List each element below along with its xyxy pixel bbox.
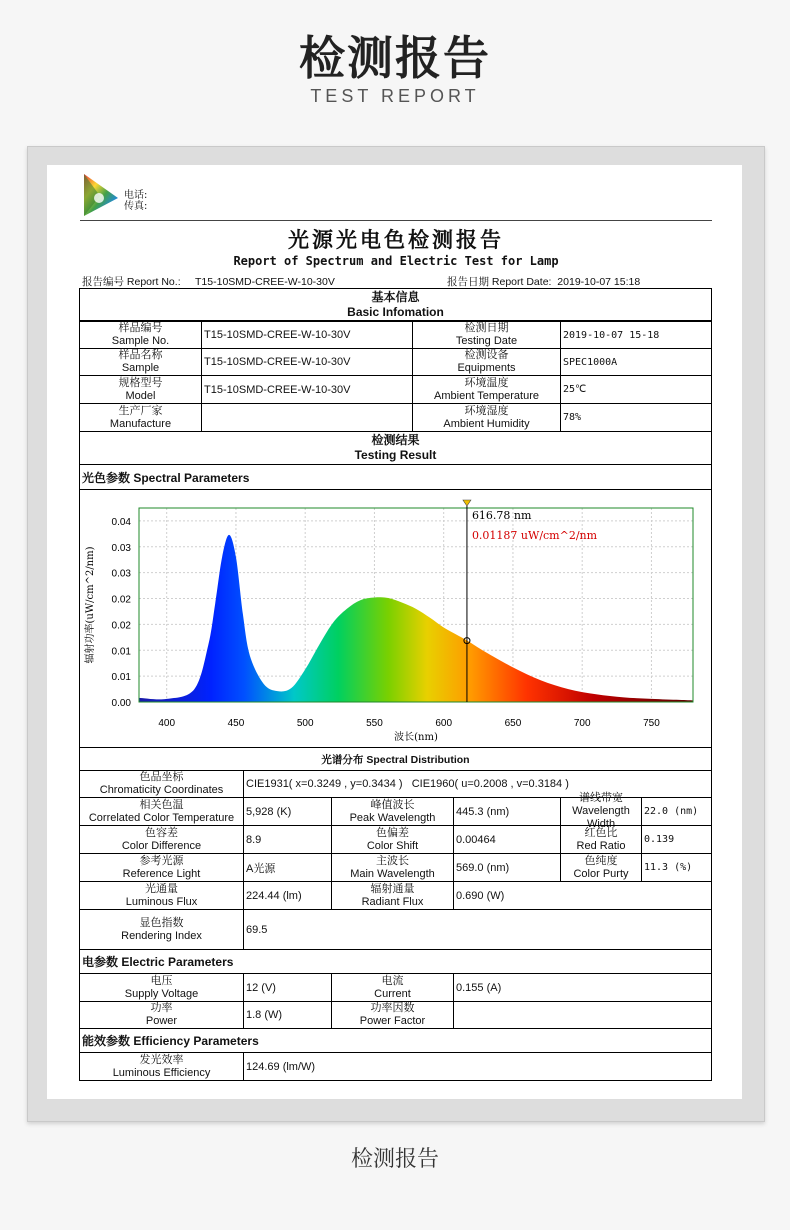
basic-label: 规格型号 Model (79, 375, 202, 404)
param-value: 22.0 (nm) (641, 797, 712, 826)
x-tick-label: 600 (435, 718, 453, 729)
current-value: 0.155 (A) (453, 973, 712, 1002)
param-value: 5,928 (K) (243, 797, 332, 826)
basic-value: 2019-10-07 15-18 (560, 321, 712, 349)
page-subtitle: TEST REPORT (310, 86, 480, 106)
cri-label: 显色指数 Rendering Index (79, 909, 244, 950)
chroma-value: CIE1931( x=0.3249 , y=0.3434 ) CIE1960( u=0.2008 , v=0.3184 ) (243, 770, 712, 798)
param-label: 参考光源 Reference Light (79, 853, 244, 882)
basic-label: 检测日期 Testing Date (412, 321, 561, 349)
power-value: 1.8 (W) (243, 1001, 332, 1029)
basic-label: 环境温度 Ambient Temperature (412, 375, 561, 404)
param-value: 0.00464 (453, 825, 561, 854)
report-title: 光源光电色检测报告 (288, 227, 504, 252)
x-tick-label: 450 (227, 718, 245, 729)
fax-label: 传真: (124, 201, 148, 212)
result-heading-en: Testing Result (354, 448, 437, 462)
x-tick-label: 700 (573, 718, 591, 729)
spectrum-area (139, 535, 693, 702)
power-label: 功率 Power (79, 1001, 244, 1029)
basic-value: 78% (560, 403, 712, 432)
y-tick-label: 0.02 (111, 594, 131, 606)
spectrum-chart (81, 491, 711, 745)
spectral-heading: 光色参数 Spectral Parameters (79, 464, 712, 490)
chroma-label: 色品坐标 Chromaticity Coordinates (79, 770, 244, 798)
efficiency-heading: 能效参数 Efficiency Parameters (79, 1028, 712, 1053)
basic-heading-cn: 基本信息 (371, 289, 420, 304)
voltage-label: 电压 Supply Voltage (79, 973, 244, 1002)
basic-info-heading (79, 288, 712, 321)
basic-label: 生产厂家 Manufacture (79, 403, 202, 432)
param-value: 0.139 (641, 825, 712, 854)
param-label: 主波长 Main Wavelength (331, 853, 454, 882)
basic-label: 样品编号 Sample No. (79, 321, 202, 349)
basic-label: 检测设备 Equipments (412, 348, 561, 376)
efficiency-value: 124.69 (lm/W) (243, 1052, 712, 1081)
radiant-label: 辐射通量 Radiant Flux (331, 881, 454, 910)
param-value: 569.0 (nm) (453, 853, 561, 882)
param-value: 8.9 (243, 825, 332, 854)
report-number (82, 274, 335, 289)
power-factor-label: 功率因数 Power Factor (331, 1001, 454, 1029)
report-number-label: 报告编号 Report No.: (82, 276, 181, 288)
basic-value: T15-10SMD-CREE-W-10-30V (201, 321, 413, 349)
param-label: 色偏差 Color Shift (331, 825, 454, 854)
param-label: 红色比 Red Ratio (560, 825, 642, 854)
y-tick-label: 0.01 (111, 672, 131, 684)
cursor-marker-icon[interactable] (463, 500, 471, 506)
x-tick-label: 500 (296, 718, 314, 729)
basic-value: 25℃ (560, 375, 712, 404)
param-label: 色纯度 Color Purty (560, 853, 642, 882)
radiant-value: 0.690 (W) (453, 881, 712, 910)
basic-heading-en: Basic Infomation (347, 304, 444, 319)
cri-value: 69.5 (243, 909, 712, 950)
basic-label: 环境湿度 Ambient Humidity (412, 403, 561, 432)
basic-value: T15-10SMD-CREE-W-10-30V (201, 348, 413, 376)
result-heading-cn: 检测结果 (371, 433, 420, 447)
y-tick-label: 0.00 (111, 698, 131, 709)
report-date-label: 报告日期 Report Date: (447, 276, 552, 288)
testing-result-heading (79, 431, 712, 465)
flux-value: 224.44 (lm) (243, 881, 332, 910)
param-label: 谱线带宽 Wavelength Width (560, 797, 642, 826)
distribution-heading: 光谱分布 Spectral Distribution (79, 747, 712, 771)
phone-label: 电话: (124, 190, 148, 201)
report-date (447, 274, 640, 289)
x-tick-label: 650 (504, 718, 522, 729)
flux-label: 光通量 Luminous Flux (79, 881, 244, 910)
param-label: 峰值波长 Peak Wavelength (331, 797, 454, 826)
power-factor-value (453, 1001, 712, 1029)
x-axis-label: 波长(nm) (394, 732, 438, 743)
cursor-wavelength-label: 616.78 nm (471, 509, 532, 522)
current-label: 电流 Current (331, 973, 454, 1002)
param-label: 色容差 Color Difference (79, 825, 244, 854)
basic-label: 样品名称 Sample (79, 348, 202, 376)
efficiency-label: 发光效率 Luminous Efficiency (79, 1052, 244, 1081)
electric-heading: 电参数 Electric Parameters (79, 949, 712, 974)
y-axis-label: 辐射功率(uW/cm^2/nm) (85, 546, 96, 664)
param-value: 445.3 (nm) (453, 797, 561, 826)
x-tick-label: 550 (366, 718, 383, 729)
page-caption: 检测报告 (350, 1147, 439, 1172)
header-divider (80, 220, 712, 221)
y-tick-label: 0.03 (111, 568, 131, 580)
report-subtitle: Report of Spectrum and Electric Test for Lamp (233, 254, 559, 268)
logo-icon (80, 172, 120, 218)
x-tick-label: 400 (158, 718, 176, 729)
basic-value: SPEC1000A (560, 348, 712, 376)
param-value: 11.3 (%) (641, 853, 712, 882)
cursor-power-label: 0.01187 uW/cm^2/nm (471, 529, 598, 542)
param-value: A光源 (243, 853, 332, 882)
voltage-value: 12 (V) (243, 973, 332, 1002)
basic-value (201, 403, 413, 432)
basic-value: T15-10SMD-CREE-W-10-30V (201, 375, 413, 404)
page-title: 检测报告 (299, 31, 491, 85)
y-tick-label: 0.01 (111, 646, 131, 658)
y-tick-label: 0.04 (111, 516, 131, 528)
report-date-value: 2019-10-07 15:18 (557, 276, 641, 288)
x-tick-label: 750 (643, 718, 660, 729)
y-tick-label: 0.02 (111, 620, 131, 632)
report-number-value: T15-10SMD-CREE-W-10-30V (195, 276, 335, 288)
param-label: 相关色温 Correlated Color Temperature (79, 797, 244, 826)
y-tick-label: 0.03 (111, 542, 131, 554)
contact-info (124, 190, 147, 212)
